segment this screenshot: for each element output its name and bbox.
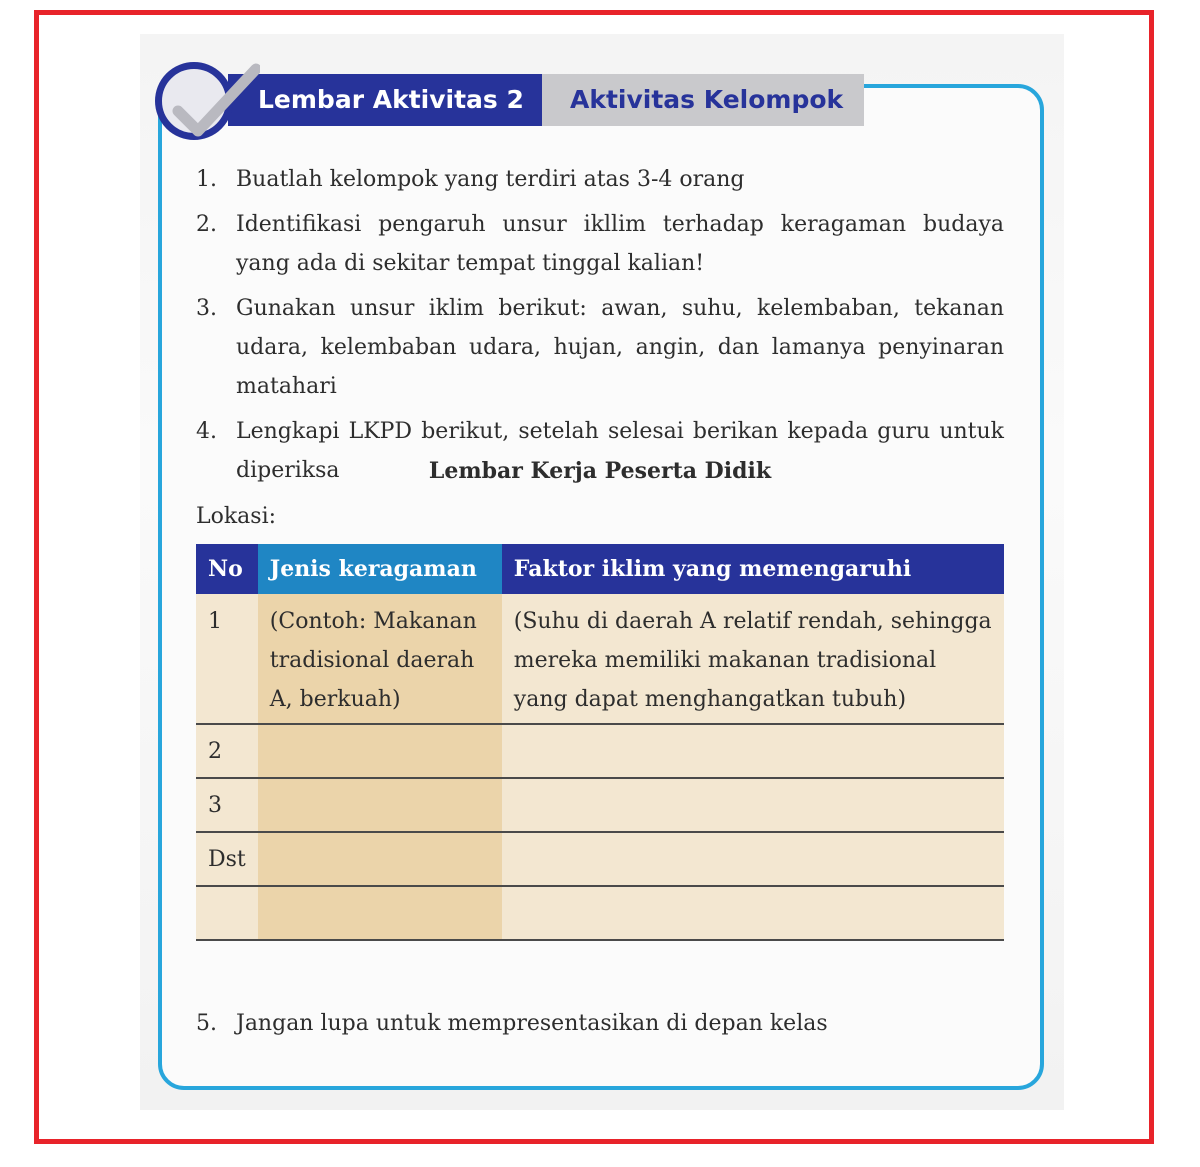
- cell-faktor: (Suhu di daerah A relatif rendah, sehingga mereka memiliki makanan tradisional yang dapat menghangatkan tubuh): [502, 594, 1004, 724]
- instruction-item: [196, 205, 1004, 283]
- table-row: [196, 724, 1004, 778]
- table-row: [196, 886, 1004, 940]
- instruction-number: 3.: [196, 296, 217, 321]
- cell-faktor[interactable]: [502, 724, 1004, 778]
- instruction-text: Lengkapi LKPD berikut, setelah selesai berikan kepada guru untuk diperiksa: [236, 419, 1004, 483]
- header-no: No: [196, 544, 258, 594]
- tab-aktivitas-kelompok: Aktivitas Kelompok: [542, 74, 864, 126]
- instruction-number: 5.: [196, 1011, 217, 1036]
- cell-faktor[interactable]: [502, 832, 1004, 886]
- worksheet-title: Lembar Kerja Peserta Didik: [428, 458, 772, 484]
- cell-jenis[interactable]: [258, 832, 502, 886]
- badge-circle: [155, 62, 233, 140]
- header-faktor-iklim: Faktor iklim yang memengaruhi: [502, 544, 1004, 594]
- cell-no: Dst: [196, 832, 258, 886]
- table-row: [196, 778, 1004, 832]
- table-header-row: [196, 544, 1004, 594]
- cell-no: 2: [196, 724, 258, 778]
- instruction-item: [196, 160, 1004, 199]
- instruction-number: 4.: [196, 419, 217, 444]
- checkmark-icon: [160, 49, 260, 149]
- cell-no: 3: [196, 778, 258, 832]
- cell-faktor[interactable]: [502, 778, 1004, 832]
- cell-jenis[interactable]: [258, 724, 502, 778]
- header-jenis-keragaman: Jenis keragaman: [258, 544, 502, 594]
- instruction-number: 2.: [196, 212, 217, 237]
- instruction-list: [196, 160, 1004, 496]
- lokasi-label: Lokasi:: [196, 504, 277, 529]
- cell-jenis[interactable]: [258, 886, 502, 940]
- lkpd-table: [196, 544, 1004, 941]
- instruction-number: 1.: [196, 167, 217, 192]
- instruction-item: [196, 289, 1004, 406]
- cell-no: [196, 886, 258, 940]
- table-row: [196, 832, 1004, 886]
- instruction-text: Jangan lupa untuk mempresentasikan di depan kelas: [236, 1011, 828, 1036]
- cell-no: 1: [196, 594, 258, 724]
- table-row: [196, 594, 1004, 724]
- instruction-text: Buatlah kelompok yang terdiri atas 3-4 orang: [236, 167, 745, 192]
- tab-lembar-aktivitas: Lembar Aktivitas 2: [228, 74, 542, 126]
- cell-jenis: (Contoh: Makanan tradisional daerah A, berkuah): [258, 594, 502, 724]
- cell-jenis[interactable]: [258, 778, 502, 832]
- instruction-text: Identifikasi pengaruh unsur ikllim terhadap keragaman budaya yang ada di sekitar tempat tinggal kalian!: [236, 212, 1004, 276]
- instruction-text: Gunakan unsur iklim berikut: awan, suhu, kelembaban, tekanan udara, kelembaban udara, hujan, angin, dan lamanya penyinaran matahari: [236, 296, 1004, 399]
- cell-faktor[interactable]: [502, 886, 1004, 940]
- instruction-item-final: [196, 1004, 1044, 1043]
